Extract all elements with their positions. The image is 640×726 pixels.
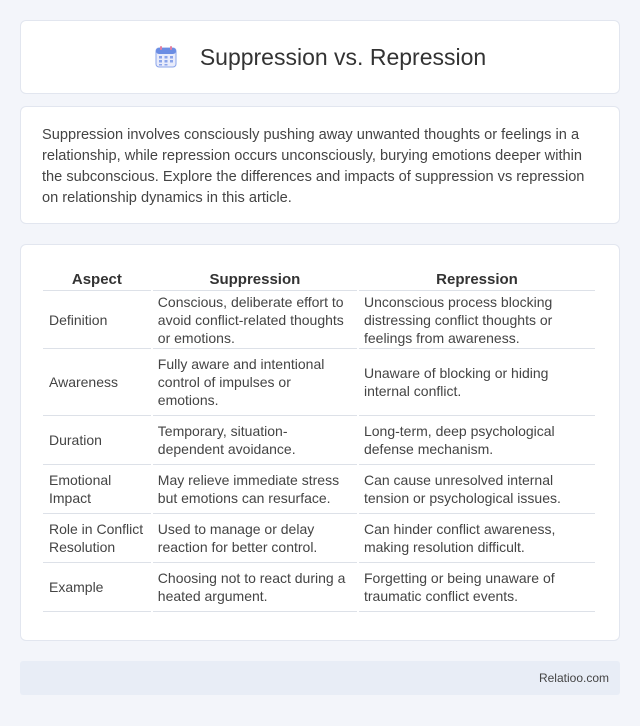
footer-brand: Relatioo.com <box>538 671 609 685</box>
table-row <box>43 349 595 416</box>
suppression-cell: Conscious, deliberate effort to avoid conflict-related thoughts or emotions. <box>153 291 357 349</box>
table-row <box>43 291 595 349</box>
page-title: Suppression vs. Repression <box>199 43 487 70</box>
column-header-suppression: Suppression <box>153 267 357 291</box>
column-header-repression: Repression <box>359 267 595 291</box>
repression-cell: Can hinder conflict awareness, making resolution difficult. <box>359 514 595 563</box>
aspect-cell: Duration <box>43 416 151 465</box>
column-header-aspect: Aspect <box>43 267 151 291</box>
footer <box>20 661 620 695</box>
intro-card <box>20 106 620 224</box>
suppression-cell: Used to manage or delay reaction for better control. <box>153 514 357 563</box>
table-header-row <box>43 267 595 291</box>
suppression-cell: Temporary, situation-dependent avoidance. <box>153 416 357 465</box>
aspect-cell: Role in Conflict Resolution <box>43 514 151 563</box>
aspect-cell: Awareness <box>43 349 151 416</box>
aspect-cell: Definition <box>43 291 151 349</box>
comparison-card <box>20 244 620 641</box>
repression-cell: Unaware of blocking or hiding internal conflict. <box>359 349 595 416</box>
title-wrap <box>154 44 486 71</box>
aspect-cell: Emotional Impact <box>43 465 151 514</box>
table-row <box>43 465 595 514</box>
repression-cell: Long-term, deep psychological defense mechanism. <box>359 416 595 465</box>
table-row <box>43 514 595 563</box>
table-row <box>43 563 595 612</box>
aspect-cell: Example <box>43 563 151 612</box>
title-card <box>20 20 620 94</box>
comparison-table <box>41 267 597 612</box>
calendar-icon <box>154 45 178 69</box>
suppression-cell: Fully aware and intentional control of impulses or emotions. <box>153 349 357 416</box>
repression-cell: Can cause unresolved internal tension or psychological issues. <box>359 465 595 514</box>
suppression-cell: Choosing not to react during a heated argument. <box>153 563 357 612</box>
suppression-cell: May relieve immediate stress but emotions can resurface. <box>153 465 357 514</box>
repression-cell: Unconscious process blocking distressing conflict thoughts or feelings from awareness. <box>359 291 595 349</box>
intro-paragraph: Suppression involves consciously pushing away unwanted thoughts or feelings in a relationship, while repression occurs unconsciously, burying emotions deeper within the subconscious. Explore the differences and impacts of suppression vs repression on relationship dynamics in this article. <box>42 127 585 206</box>
table-row <box>43 416 595 465</box>
repression-cell: Forgetting or being unaware of traumatic conflict events. <box>359 563 595 612</box>
